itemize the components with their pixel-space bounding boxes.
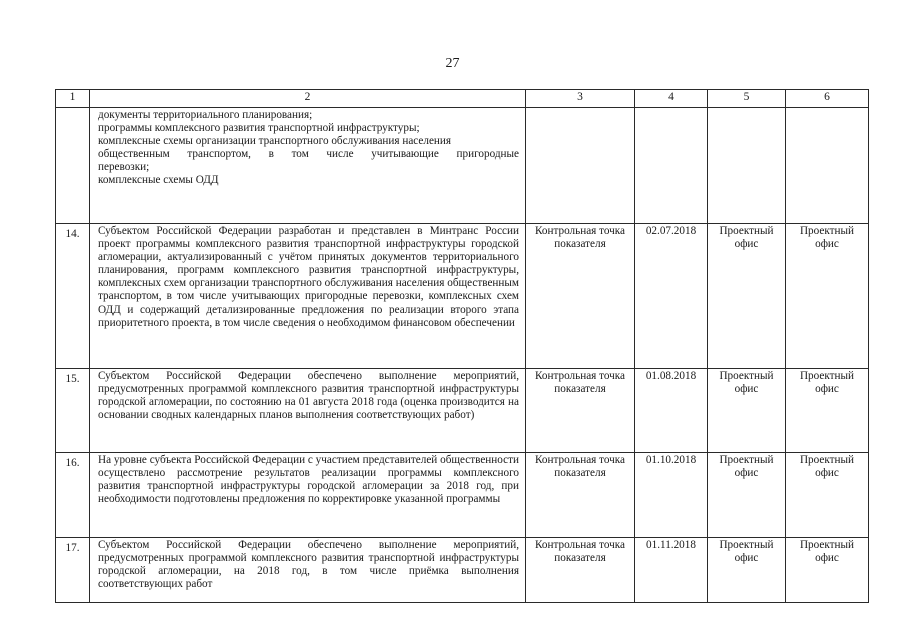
row-type: Контрольная точка показателя <box>526 224 635 369</box>
row-text: Субъектом Российской Федерации обеспечено выполнение мероприятий, предусмотренных программой комплексного развития транспортной инфраструктуры городской агломерации, на 2018 год, в том числе приёмка выполнения соответствующих работ <box>90 538 526 603</box>
table-row <box>56 224 869 369</box>
row-executor: Проектный офис <box>786 538 869 603</box>
column-header: 2 <box>90 90 526 108</box>
row-executor <box>786 108 869 224</box>
row-type: Контрольная точка показателя <box>526 453 635 538</box>
row-date: 01.11.2018 <box>635 538 708 603</box>
row-responsible <box>708 108 786 224</box>
list-item: документы территориального планирования; <box>98 109 313 121</box>
table-row-continuation <box>56 108 869 224</box>
row-responsible: Проектный офис <box>708 224 786 369</box>
row-text: Субъектом Российской Федерации разработан и представлен в Минтранс России проект программы комплексного развития транспортной инфраструктуры городской агломерации, актуализированный с учётом принятых документов территориального планирования, программ комплексного развития транспортной инфраструктуры, комплексных схем организации транспортного обслуживания населения общественным транспортом, в том числе учитывающих пригородные перевозки, комплексных схем ОДД и содержащий детализированные предложения по реализации второго этапа приоритетного проекта, в том числе сведения о необходимом финансовом обеспечении <box>90 224 526 369</box>
row-executor: Проектный офис <box>786 369 869 453</box>
row-executor: Проектный офис <box>786 224 869 369</box>
row-date <box>635 108 708 224</box>
list-item: комплексные схемы организации транспортного обслуживания населения <box>98 135 452 148</box>
list-item: перевозки; <box>98 161 150 174</box>
list-item: программы комплексного развития транспортной инфраструктуры; <box>98 122 420 135</box>
row-responsible: Проектный офис <box>708 538 786 603</box>
row-number <box>56 108 90 224</box>
row-responsible: Проектный офис <box>708 369 786 453</box>
list-item: общественным транспортом, в том числе учитывающие пригородные <box>98 148 519 161</box>
row-type: Контрольная точка показателя <box>526 538 635 603</box>
row-date: 01.08.2018 <box>635 369 708 453</box>
column-header: 4 <box>635 90 708 108</box>
row-text: Субъектом Российской Федерации обеспечено выполнение мероприятий, предусмотренных программой комплексного развития транспортной инфраструктуры городской агломерации, по состоянию на 01 августа 2018 года (оценка производится на основании сводных календарных планов выполнения соответствующих работ) <box>90 369 526 453</box>
row-number: 17. <box>56 538 90 603</box>
row-date: 02.07.2018 <box>635 224 708 369</box>
row-text: На уровне субъекта Российской Федерации с участием представителей общественности осуществлено рассмотрение результатов реализации программы комплексного развития транспортной инфраструктуры городской агломерации за 2018 год, при необходимости подготовлены предложения по корректировке указанной программы <box>90 453 526 538</box>
list-item: комплексные схемы ОДД <box>98 174 219 187</box>
row-number: 16. <box>56 453 90 538</box>
column-header: 3 <box>526 90 635 108</box>
row-executor: Проектный офис <box>786 453 869 538</box>
row-responsible: Проектный офис <box>708 453 786 538</box>
row-number: 15. <box>56 369 90 453</box>
row-type <box>526 108 635 224</box>
table-row <box>56 453 869 538</box>
table-row <box>56 369 869 453</box>
column-header: 6 <box>786 90 869 108</box>
table-row <box>56 538 869 603</box>
row-type: Контрольная точка показателя <box>526 369 635 453</box>
row-text <box>90 108 526 224</box>
row-number: 14. <box>56 224 90 369</box>
table-header-row <box>56 90 869 108</box>
column-header: 1 <box>56 90 90 108</box>
control-points-table <box>55 89 869 603</box>
row-date: 01.10.2018 <box>635 453 708 538</box>
page-number: 27 <box>445 56 460 71</box>
column-header: 5 <box>708 90 786 108</box>
